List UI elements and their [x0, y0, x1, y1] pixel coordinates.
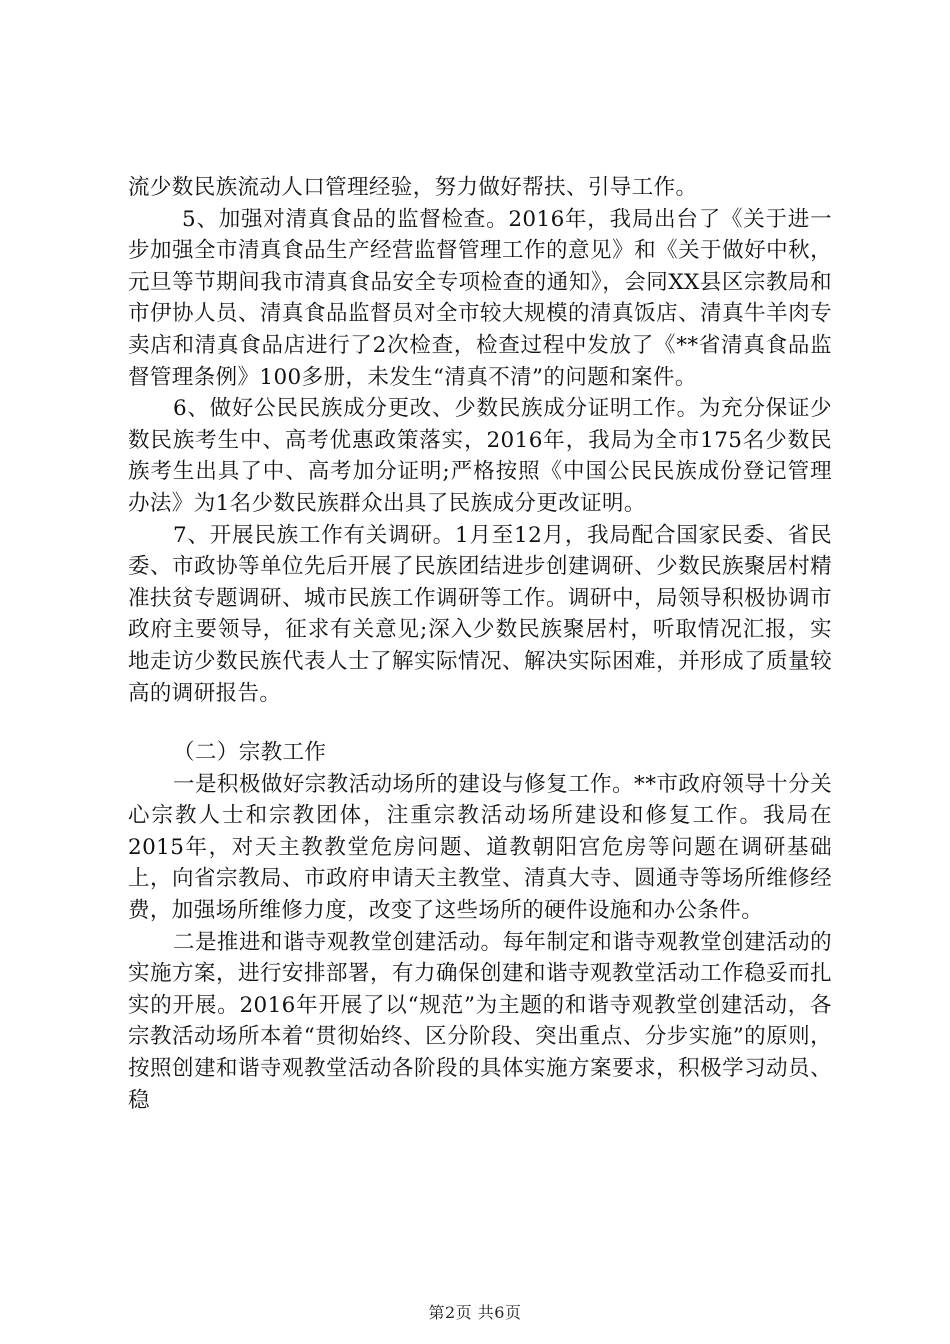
document-body: [128, 172, 832, 1116]
paragraph-item-5: 5、加强对清真食品的监督检查。2016年，我局出台了《关于进一步加强全市清真食品生产经营监督管理工作的意见》和《关于做好中秋，元旦等节期间我市清真食品安全专项检查的通知》，会同XX县区宗教局和市伊协人员、清真食品监督员对全市较大规模的清真饭店、清真牛羊肉专卖店和清真食品店进行了2次检查，检查过程中发放了《**省清真食品监督管理条例》100多册，未发生“清真不清”的问题和案件。: [128, 206, 832, 390]
paragraph-religion-2: 二是推进和谐寺观教堂创建活动。每年制定和谐寺观教堂创建活动的实施方案，进行安排部署，有力确保创建和谐寺观教堂活动工作稳妥而扎实的开展。2016年开展了以“规范”为主题的和谐寺观教堂创建活动，各宗教活动场所本着“贯彻始终、区分阶段、突出重点、分步实施”的原则，按照创建和谐寺观教堂活动各阶段的具体实施方案要求，积极学习动员、稳: [128, 929, 832, 1113]
paragraph-item-7: 7、开展民族工作有关调研。1月至12月，我局配合国家民委、省民委、市政协等单位先后开展了民族团结进步创建调研、少数民族聚居村精准扶贫专题调研、城市民族工作调研等工作。调研中，局领导积极协调市政府主要领导，征求有关意见;深入少数民族聚居村，听取情况汇报，实地走访少数民族代表人士了解实际情况、解决实际困难，并形成了质量较高的调研报告。: [128, 522, 832, 706]
paragraph-item-6: 6、做好公民民族成分更改、少数民族成分证明工作。为充分保证少数民族考生中、高考优惠政策落实，2016年，我局为全市175名少数民族考生出具了中、高考加分证明;严格按照《中国公民民族成份登记管理办法》为1名少数民族群众出具了民族成分更改证明。: [128, 396, 832, 516]
page-footer: 第2页 共6页: [428, 1303, 522, 1322]
paragraph-religion-1: 一是积极做好宗教活动场所的建设与修复工作。**市政府领导十分关心宗教人士和宗教团体，注重宗教活动场所建设和修复工作。我局在2015年，对天主教教堂危房问题、道教朝阳宫危房等问题在调研基础上，向省宗教局、市政府申请天主教堂、清真大寺、圆通寺等场所维修经费，加强场所维修力度，改变了这些场所的硬件设施和办公条件。: [128, 771, 832, 924]
section-heading: （二）宗教工作: [173, 740, 327, 766]
paragraph-continuation: 流少数民族流动人口管理经验，努力做好帮扶、引导工作。: [128, 175, 698, 200]
